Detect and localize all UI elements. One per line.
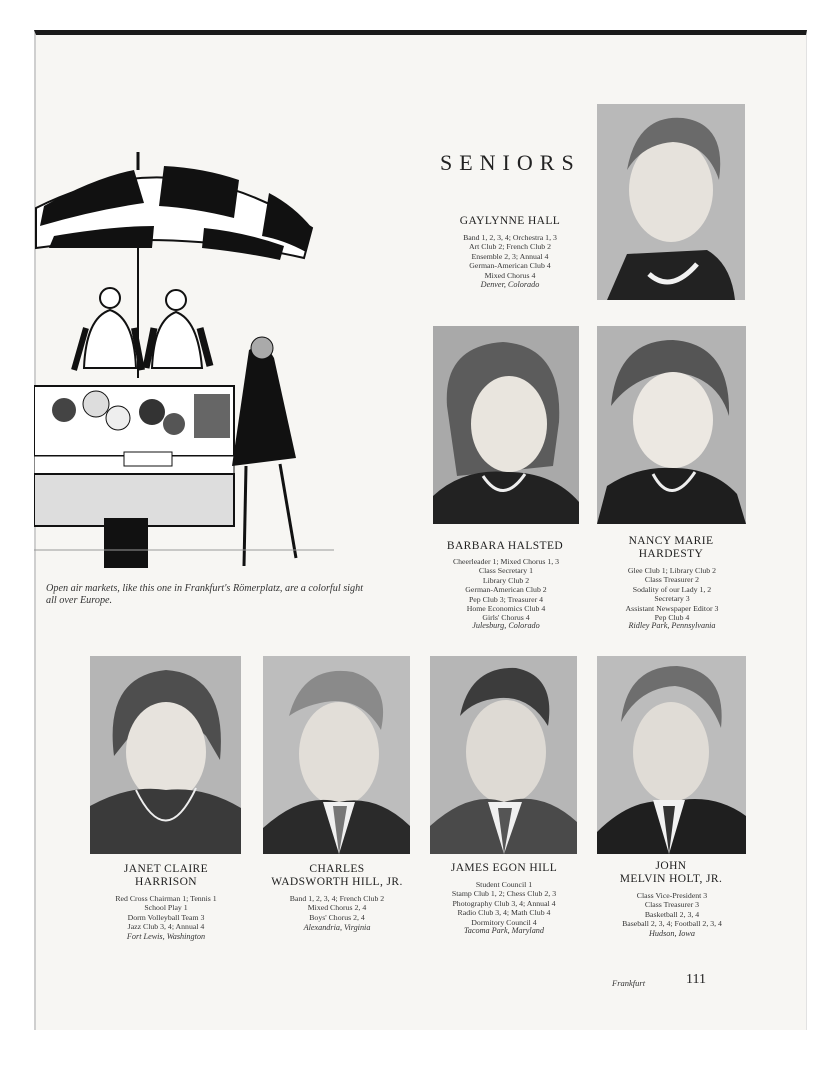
- senior-activities: [425, 557, 587, 623]
- activity-line: Band 1, 2, 3, 4; Orchestra 1, 3: [463, 233, 557, 242]
- senior-activities: [430, 233, 590, 280]
- activity-line: Secretary 3: [654, 594, 690, 604]
- activity-line: German-American Club 2: [465, 585, 547, 595]
- activity-line: Baseball 2, 3, 4; Football 2, 3, 4: [622, 919, 722, 929]
- section-title: SENIORS: [440, 150, 581, 175]
- market-illustration: [34, 148, 334, 573]
- portrait-photo: [597, 656, 746, 854]
- senior-activities: [590, 566, 754, 622]
- activity-line: Stamp Club 1, 2; Chess Club 2, 3: [451, 889, 557, 899]
- activity-line: Dormitory Council 4: [471, 917, 537, 927]
- activity-line: Assistant Newspaper Editor 3: [625, 603, 719, 613]
- activity-line: German-American Club 4: [469, 261, 551, 271]
- portrait-photo: [433, 326, 579, 524]
- activity-line: Sodality of our Lady 1, 2: [632, 584, 712, 594]
- senior-activities: [84, 894, 248, 932]
- senior-activities: [256, 894, 418, 922]
- activity-line: Art Club 2; French Club 2: [468, 242, 552, 252]
- activity-line: Class Vice-President 3: [636, 891, 708, 900]
- activity-line: Dorm Volleyball Team 3: [127, 912, 205, 922]
- senior-hometown: Alexandria, Virginia: [303, 923, 371, 932]
- activity-line: Boys' Chorus 2, 4: [309, 912, 365, 922]
- activity-line: Red Cross Chairman 1; Tennis 1: [115, 894, 217, 903]
- activity-line: Library Club 2: [482, 575, 530, 585]
- activity-line: Pep Club 4: [654, 613, 690, 623]
- senior-name: [596, 860, 746, 886]
- name-line: HARRISON: [135, 876, 197, 888]
- senior-hometown: Denver, Colorado: [480, 280, 540, 289]
- name-line: HARDESTY: [638, 548, 704, 560]
- activity-line: Radio Club 3, 4; Math Club 4: [457, 908, 551, 918]
- portrait-photo: [430, 656, 577, 854]
- senior-name: [262, 863, 412, 889]
- activity-line: Cheerleader 1; Mixed Chorus 1, 3: [452, 557, 560, 566]
- senior-activities: [590, 891, 754, 929]
- senior-name: BARBARA HALSTED: [446, 540, 564, 552]
- activity-line: Photography Club 3, 4; Annual 4: [452, 898, 556, 908]
- name-line: JOHN: [655, 860, 687, 872]
- activity-line: Glee Club 1; Library Club 2: [627, 566, 717, 575]
- portrait-photo: [597, 104, 745, 300]
- portrait-photo: [263, 656, 410, 854]
- portrait-photo: [597, 326, 746, 524]
- senior-hometown: Ridley Park, Pennsylvania: [628, 621, 716, 630]
- activity-line: Girls' Chorus 4: [482, 613, 530, 623]
- name-line: WADSWORTH HILL, JR.: [271, 876, 403, 888]
- activity-line: Home Economics Club 4: [466, 604, 546, 614]
- name-line: CHARLES: [309, 863, 365, 875]
- senior-name: [88, 863, 244, 889]
- senior-name: JAMES EGON HILL: [450, 862, 558, 874]
- activity-line: Basketball 2, 3, 4: [644, 909, 700, 919]
- activity-line: Class Treasurer 3: [644, 900, 700, 910]
- activity-line: Student Council 1: [475, 880, 533, 889]
- name-line: JANET CLAIRE: [123, 863, 209, 875]
- activity-line: School Play 1: [144, 903, 188, 913]
- activity-line: Band 1, 2, 3, 4; French Club 2: [289, 894, 385, 903]
- activity-line: Pep Club 3; Treasurer 4: [468, 594, 544, 604]
- illustration-caption: Open air markets, like this one in Frankfurt's Römerplatz, are a colorful sight all over Europe.: [46, 583, 364, 606]
- activity-line: Class Treasurer 2: [644, 575, 700, 585]
- senior-hometown: Fort Lewis, Washington: [126, 932, 206, 941]
- name-line: NANCY MARIE: [628, 535, 714, 547]
- activity-line: Mixed Chorus 2, 4: [307, 903, 367, 913]
- footer-school-name: Frankfurt: [612, 978, 646, 988]
- portrait-photo: [90, 656, 241, 854]
- activity-line: Class Secretary 1: [478, 566, 534, 576]
- senior-name: [596, 535, 746, 561]
- activity-line: Ensemble 2, 3; Annual 4: [471, 251, 549, 261]
- senior-activities: [422, 880, 586, 927]
- name-line: MELVIN HOLT, JR.: [619, 873, 723, 885]
- senior-hometown: Tacoma Park, Maryland: [464, 926, 544, 935]
- activity-line: Mixed Chorus 4: [484, 270, 536, 280]
- senior-hometown: Julesburg, Colorado: [472, 621, 540, 630]
- page-number: 111: [686, 972, 706, 987]
- senior-hometown: Hudson, Iowa: [649, 929, 695, 938]
- senior-name: GAYLYNNE HALL: [459, 215, 561, 227]
- activity-line: Jazz Club 3, 4; Annual 4: [127, 922, 205, 932]
